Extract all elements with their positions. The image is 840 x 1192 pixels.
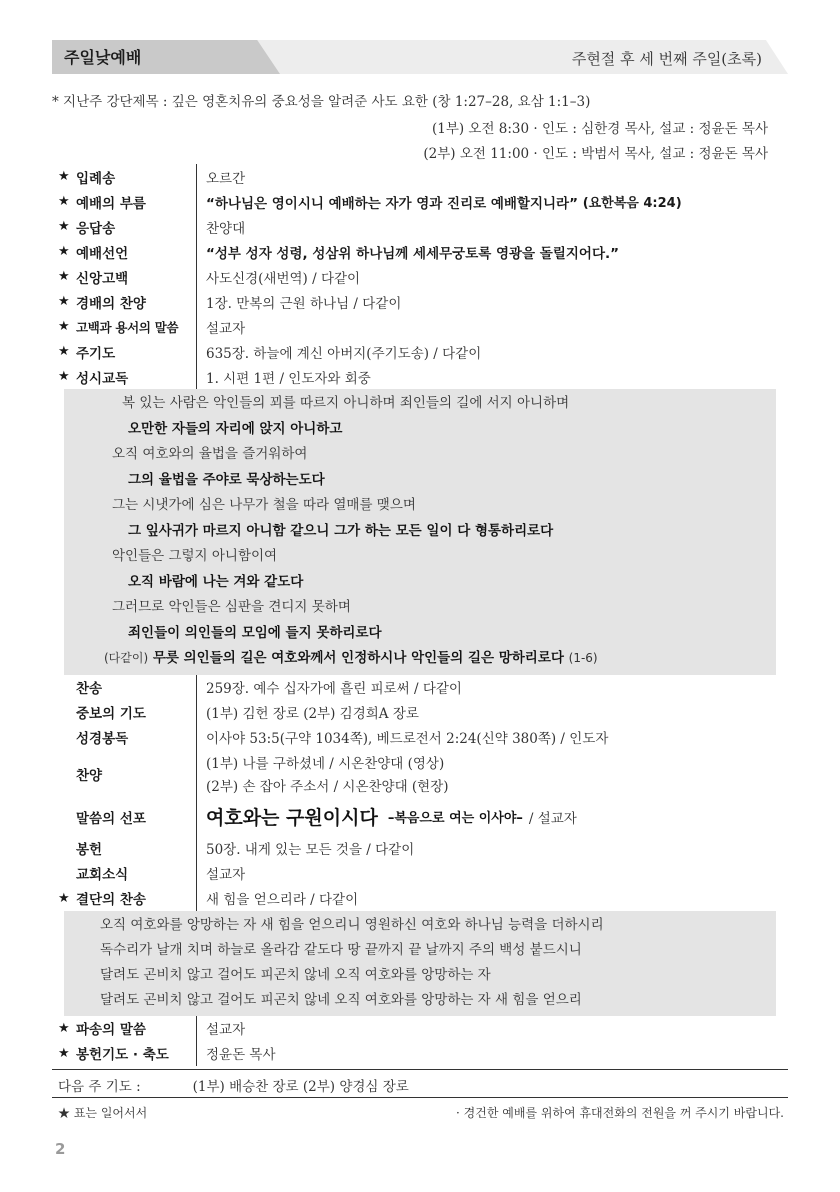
order-value: 259장. 예수 십자가에 흘린 피로써 / 다같이 bbox=[196, 675, 788, 700]
psalm-leader-line: 그러므로 악인들은 심판을 견디지 못하며 bbox=[112, 599, 351, 615]
order-row-confession bbox=[52, 314, 788, 339]
order-row-responsive-reading bbox=[52, 364, 788, 389]
order-row-praise-hymn bbox=[52, 289, 788, 314]
order-value: 설교자 bbox=[196, 1016, 788, 1041]
psalm-leader-line: 그는 시냇가에 심은 나무가 철을 따라 열매를 맺으며 bbox=[112, 497, 416, 513]
order-label: 봉헌 bbox=[76, 842, 103, 858]
order-row-creed bbox=[52, 264, 788, 289]
standing-star-icon: ★ bbox=[58, 369, 70, 384]
order-row-announcements bbox=[52, 861, 788, 886]
psalm-all-line bbox=[64, 646, 776, 672]
order-row-benediction bbox=[52, 1041, 788, 1066]
order-row-response bbox=[52, 214, 788, 239]
next-week-prayer bbox=[58, 1075, 409, 1095]
order-label: 신앙고백 bbox=[76, 270, 129, 287]
order-value: “성부 성자 성령, 성삼위 하나님께 세세무궁토록 영광을 돌릴지어다.” bbox=[196, 239, 788, 264]
psalm-leader-line: 악인들은 그렇지 아니함이여 bbox=[112, 548, 278, 564]
page-number: 2 bbox=[55, 1140, 66, 1158]
divider-top bbox=[52, 1069, 788, 1070]
order-label: 찬송 bbox=[76, 681, 103, 697]
order-value: 설교자 bbox=[196, 314, 788, 339]
hymn-lyric-line: 달려도 곤비치 않고 걸어도 피곤치 않네 오직 여호와를 앙망하는 자 새 힘을 얻으리 bbox=[100, 991, 582, 1008]
psalm-all-text: 무릇 의인들의 길은 여호와께서 인정하시나 악인들의 길은 망하리로다 bbox=[152, 650, 564, 666]
standing-star-icon: ★ bbox=[58, 890, 70, 906]
order-value: 찬양대 bbox=[196, 214, 788, 239]
order-label: 입례송 bbox=[76, 170, 116, 187]
psalm-all-prefix: (다같이) bbox=[104, 651, 149, 665]
standing-star-icon: ★ bbox=[58, 244, 70, 259]
order-value: 이사야 53:5(구약 1034쪽), 베드로전서 2:24(신약 380쪽) / 인도자 bbox=[196, 725, 788, 750]
order-value: 설교자 bbox=[196, 861, 788, 886]
order-value: 1. 시편 1편 / 인도자와 회중 bbox=[196, 364, 788, 389]
sermon-series: –복음으로 여는 이사야– bbox=[387, 811, 523, 826]
order-row-commitment-hymn bbox=[52, 886, 788, 911]
order-value: 635장. 하늘에 계신 아버지(주기도송) / 다같이 bbox=[196, 339, 788, 364]
order-row-sermon bbox=[52, 798, 788, 836]
divider-bottom bbox=[52, 1097, 788, 1098]
order-value: 50장. 내게 있는 모든 것을 / 다같이 bbox=[196, 836, 788, 861]
order-row-sending bbox=[52, 1016, 788, 1041]
order-label: 봉헌기도 · 축도 bbox=[76, 1047, 169, 1063]
worship-order bbox=[52, 164, 788, 1066]
order-value: 정윤돈 목사 bbox=[196, 1041, 788, 1066]
standing-star-icon: ★ bbox=[58, 219, 70, 234]
psalm-congregation-line: 오직 바람에 나는 겨와 같도다 bbox=[128, 573, 304, 590]
next-week-prayer-label: 다음 주 기도 : bbox=[58, 1079, 141, 1095]
order-label: 예배의 부름 bbox=[76, 195, 146, 212]
psalm-reading-box bbox=[64, 389, 776, 675]
psalm-leader-line: 오직 여호와의 율법을 즐거워하여 bbox=[112, 446, 308, 462]
order-label: 찬양 bbox=[76, 767, 103, 784]
psalm-congregation-line: 오만한 자들의 자리에 앉지 아니하고 bbox=[128, 420, 343, 437]
order-value: 새 힘을 얻으리라 / 다같이 bbox=[196, 886, 788, 911]
standing-star-icon: ★ bbox=[58, 194, 70, 209]
order-label: 성경봉독 bbox=[76, 731, 129, 747]
order-label: 주기도 bbox=[76, 345, 116, 362]
page-title: 주일낮예배 bbox=[64, 48, 142, 67]
psalm-congregation-line: 그 잎사귀가 마르지 아니함 같으니 그가 하는 모든 일이 다 형통하리로다 bbox=[128, 522, 554, 539]
order-value: “하나님은 영이시니 예배하는 자가 영과 진리로 예배할지니라” bbox=[206, 195, 578, 212]
order-label: 성시교독 bbox=[76, 370, 129, 387]
order-value: 1장. 만복의 근원 하나님 / 다같이 bbox=[196, 289, 788, 314]
hymn-lyric-line: 오직 여호와를 앙망하는 자 새 힘을 얻으리니 영원하신 여호와 하나님 능력을 더하시리 bbox=[100, 916, 604, 933]
order-row-entrance bbox=[52, 164, 788, 189]
order-label: 응답송 bbox=[76, 220, 116, 237]
schedule-first-service: (1부) 오전 8:30 · 인도 : 심한경 목사, 설교 : 정윤돈 목사 bbox=[431, 121, 768, 137]
order-value: 사도신경(새번역) / 다같이 bbox=[196, 264, 788, 289]
order-row-offering bbox=[52, 836, 788, 861]
order-label: 말씀의 선포 bbox=[76, 810, 146, 827]
last-week-sermon: * 지난주 강단제목 : 깊은 영혼치유의 중요성을 알려준 사도 요한 (창 1:27–28, 요삼 1:1–3) bbox=[52, 94, 591, 110]
order-row-lords-prayer bbox=[52, 339, 788, 364]
order-value: (1부) 김헌 장로 (2부) 김경희A 장로 bbox=[196, 700, 788, 725]
order-row-scripture bbox=[52, 725, 788, 750]
next-week-prayer-value: (1부) 배승찬 장로 (2부) 양경심 장로 bbox=[192, 1079, 409, 1095]
order-label: 파송의 말씀 bbox=[76, 1022, 146, 1038]
standing-note: ★ 표는 일어서서 bbox=[58, 1106, 148, 1120]
choir-second-service: (2부) 손 잡아 주소서 / 시온찬양대 (현장) bbox=[206, 779, 449, 795]
order-value: 오르간 bbox=[196, 164, 788, 189]
hymn-lyric-line: 독수리가 날개 치며 하늘로 올라감 같도다 땅 끝까지 끝 날까지 주의 백성 붙드시니 bbox=[100, 941, 582, 958]
order-row-choir bbox=[52, 750, 788, 798]
standing-star-icon: ★ bbox=[58, 169, 70, 184]
standing-star-icon: ★ bbox=[58, 1020, 70, 1036]
page-subtitle: 주현절 후 세 번째 주일(초록) bbox=[571, 50, 762, 68]
order-row-declaration bbox=[52, 239, 788, 264]
order-label: 결단의 찬송 bbox=[76, 892, 146, 908]
order-label: 경배의 찬양 bbox=[76, 295, 146, 312]
sermon-title: 여호와는 구원이시다 bbox=[206, 807, 378, 829]
order-label: 예배선언 bbox=[76, 245, 129, 262]
standing-star-icon: ★ bbox=[58, 269, 70, 284]
order-row-call-to-worship bbox=[52, 189, 788, 214]
psalm-leader-line: 복 있는 사람은 악인들의 꾀를 따르지 아니하며 죄인들의 길에 서지 아니하며 bbox=[122, 395, 570, 411]
standing-star-icon: ★ bbox=[58, 294, 70, 309]
order-label: 고백과 용서의 말씀 bbox=[76, 319, 179, 335]
order-row-hymn bbox=[52, 675, 788, 700]
order-row-intercession bbox=[52, 700, 788, 725]
hymn-lyric-line: 달려도 곤비치 않고 걸어도 피곤치 않네 오직 여호와를 앙망하는 자 bbox=[100, 966, 491, 983]
psalm-congregation-line: 그의 율법을 주야로 묵상하는도다 bbox=[128, 471, 325, 488]
hymn-lyrics-box bbox=[64, 911, 776, 1016]
order-label: 교회소식 bbox=[76, 867, 129, 883]
standing-star-icon: ★ bbox=[58, 1045, 70, 1061]
psalm-congregation-line: 죄인들이 의인들의 모임에 들지 못하리로다 bbox=[128, 624, 382, 641]
psalm-all-range: (1-6) bbox=[568, 651, 598, 665]
phone-note: · 경건한 예배를 위하여 휴대전화의 전원을 꺼 주시기 바랍니다. bbox=[456, 1106, 784, 1120]
order-label: 중보의 기도 bbox=[76, 706, 146, 722]
standing-star-icon: ★ bbox=[58, 319, 70, 334]
scripture-ref: (요한복음 4:24) bbox=[582, 196, 682, 211]
choir-first-service: (1부) 나를 구하셨네 / 시온찬양대 (영상) bbox=[206, 756, 445, 772]
schedule-second-service: (2부) 오전 11:00 · 인도 : 박범서 목사, 설교 : 정윤돈 목사 bbox=[423, 146, 768, 162]
standing-star-icon: ★ bbox=[58, 344, 70, 359]
sermon-preacher: / 설교자 bbox=[528, 810, 577, 827]
